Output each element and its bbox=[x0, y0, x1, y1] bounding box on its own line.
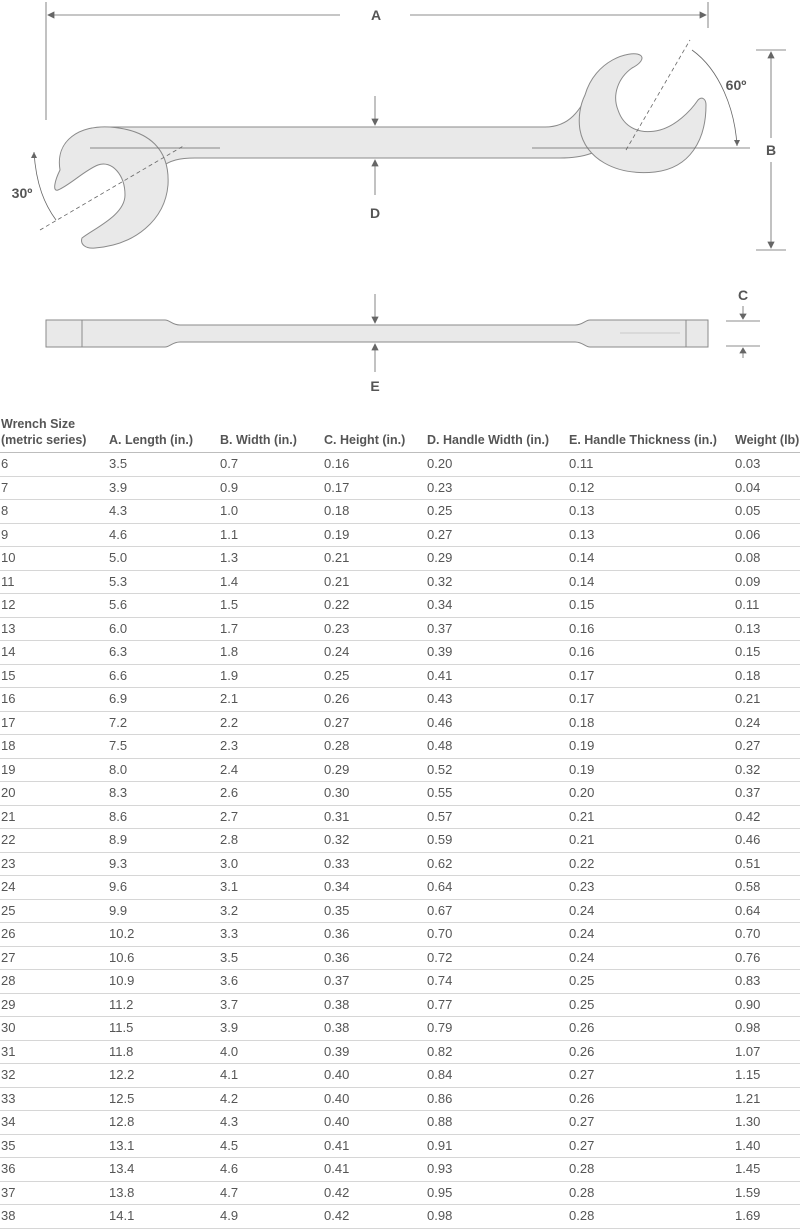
column-header: C. Height (in.) bbox=[324, 412, 427, 453]
table-cell: 1.4 bbox=[220, 570, 324, 594]
table-cell: 7.2 bbox=[109, 711, 220, 735]
table-cell: 4.0 bbox=[220, 1040, 324, 1064]
table-cell: 10.9 bbox=[109, 970, 220, 994]
table-cell: 0.30 bbox=[324, 782, 427, 806]
table-cell: 0.36 bbox=[324, 946, 427, 970]
table-cell: 1.5 bbox=[220, 594, 324, 618]
table-cell: 0.21 bbox=[569, 829, 735, 853]
table-cell: 37 bbox=[0, 1181, 109, 1205]
table-cell: 0.26 bbox=[569, 1087, 735, 1111]
table-row bbox=[0, 1017, 800, 1041]
table-cell: 36 bbox=[0, 1158, 109, 1182]
specifications-table bbox=[0, 412, 800, 1229]
table-cell: 35 bbox=[0, 1134, 109, 1158]
table-cell: 0.25 bbox=[324, 664, 427, 688]
table-cell: 2.3 bbox=[220, 735, 324, 759]
table-cell: 4.5 bbox=[220, 1134, 324, 1158]
table-cell: 33 bbox=[0, 1087, 109, 1111]
table-cell: 0.18 bbox=[735, 664, 800, 688]
table-cell: 0.28 bbox=[569, 1181, 735, 1205]
angle-right-label: 60º bbox=[725, 77, 747, 93]
table-cell: 0.18 bbox=[569, 711, 735, 735]
label-d: D bbox=[369, 205, 381, 221]
table-cell: 0.11 bbox=[735, 594, 800, 618]
table-row bbox=[0, 476, 800, 500]
table-cell: 13 bbox=[0, 617, 109, 641]
table-cell: 6.6 bbox=[109, 664, 220, 688]
table-cell: 0.34 bbox=[324, 876, 427, 900]
table-cell: 0.46 bbox=[735, 829, 800, 853]
table-cell: 8.3 bbox=[109, 782, 220, 806]
table-cell: 0.24 bbox=[324, 641, 427, 665]
table-cell: 32 bbox=[0, 1064, 109, 1088]
table-cell: 0.32 bbox=[735, 758, 800, 782]
table-cell: 9.9 bbox=[109, 899, 220, 923]
table-cell: 11.8 bbox=[109, 1040, 220, 1064]
table-cell: 1.40 bbox=[735, 1134, 800, 1158]
column-header: Wrench Size (metric series) bbox=[0, 412, 109, 453]
table-cell: 8.0 bbox=[109, 758, 220, 782]
table-cell: 0.37 bbox=[324, 970, 427, 994]
table-cell: 0.72 bbox=[427, 946, 569, 970]
table-cell: 0.57 bbox=[427, 805, 569, 829]
table-cell: 0.34 bbox=[427, 594, 569, 618]
table-cell: 0.26 bbox=[324, 688, 427, 712]
table-cell: 11.2 bbox=[109, 993, 220, 1017]
table-cell: 1.0 bbox=[220, 500, 324, 524]
table-cell: 5.3 bbox=[109, 570, 220, 594]
table-cell: 2.6 bbox=[220, 782, 324, 806]
table-row bbox=[0, 500, 800, 524]
table-cell: 0.83 bbox=[735, 970, 800, 994]
table-cell: 13.1 bbox=[109, 1134, 220, 1158]
table-cell: 0.21 bbox=[324, 547, 427, 571]
table-cell: 4.9 bbox=[220, 1205, 324, 1229]
table-cell: 0.46 bbox=[427, 711, 569, 735]
table-cell: 9.6 bbox=[109, 876, 220, 900]
table-cell: 0.03 bbox=[735, 453, 800, 477]
table-cell: 0.26 bbox=[569, 1017, 735, 1041]
table-cell: 0.42 bbox=[735, 805, 800, 829]
table-cell: 0.04 bbox=[735, 476, 800, 500]
table-row bbox=[0, 735, 800, 759]
angle-left-label: 30º bbox=[11, 185, 33, 201]
table-cell: 3.9 bbox=[109, 476, 220, 500]
table-cell: 0.17 bbox=[569, 688, 735, 712]
table-cell: 0.14 bbox=[569, 547, 735, 571]
table-cell: 0.19 bbox=[569, 735, 735, 759]
table-cell: 0.42 bbox=[324, 1181, 427, 1205]
table-cell: 1.45 bbox=[735, 1158, 800, 1182]
table-cell: 30 bbox=[0, 1017, 109, 1041]
table-cell: 38 bbox=[0, 1205, 109, 1229]
table-cell: 2.4 bbox=[220, 758, 324, 782]
table-cell: 21 bbox=[0, 805, 109, 829]
table-row bbox=[0, 1205, 800, 1229]
column-header: A. Length (in.) bbox=[109, 412, 220, 453]
table-cell: 0.37 bbox=[735, 782, 800, 806]
table-cell: 0.27 bbox=[735, 735, 800, 759]
table-cell: 19 bbox=[0, 758, 109, 782]
table-cell: 0.62 bbox=[427, 852, 569, 876]
table-cell: 1.07 bbox=[735, 1040, 800, 1064]
table-cell: 0.13 bbox=[735, 617, 800, 641]
table-cell: 0.19 bbox=[324, 523, 427, 547]
table-cell: 13.8 bbox=[109, 1181, 220, 1205]
table-cell: 1.1 bbox=[220, 523, 324, 547]
wrench-top-view bbox=[31, 40, 750, 248]
table-cell: 20 bbox=[0, 782, 109, 806]
table-row bbox=[0, 1087, 800, 1111]
table-cell: 4.7 bbox=[220, 1181, 324, 1205]
table-cell: 0.41 bbox=[324, 1158, 427, 1182]
table-cell: 4.1 bbox=[220, 1064, 324, 1088]
table-cell: 8.9 bbox=[109, 829, 220, 853]
table-row bbox=[0, 523, 800, 547]
table-cell: 0.24 bbox=[735, 711, 800, 735]
table-cell: 17 bbox=[0, 711, 109, 735]
table-cell: 0.19 bbox=[569, 758, 735, 782]
table-cell: 0.37 bbox=[427, 617, 569, 641]
table-cell: 10.6 bbox=[109, 946, 220, 970]
table-cell: 0.48 bbox=[427, 735, 569, 759]
table-cell: 0.36 bbox=[324, 923, 427, 947]
table-cell: 0.79 bbox=[427, 1017, 569, 1041]
table-cell: 0.12 bbox=[569, 476, 735, 500]
table-cell: 2.7 bbox=[220, 805, 324, 829]
table-cell: 0.59 bbox=[427, 829, 569, 853]
label-c: C bbox=[737, 287, 749, 303]
table-cell: 0.70 bbox=[735, 923, 800, 947]
table-cell: 0.58 bbox=[735, 876, 800, 900]
table-row bbox=[0, 782, 800, 806]
table-cell: 1.59 bbox=[735, 1181, 800, 1205]
table-row bbox=[0, 852, 800, 876]
table-row bbox=[0, 617, 800, 641]
table-row bbox=[0, 970, 800, 994]
table-row bbox=[0, 1158, 800, 1182]
table-cell: 7.5 bbox=[109, 735, 220, 759]
column-header: B. Width (in.) bbox=[220, 412, 324, 453]
table-cell: 0.43 bbox=[427, 688, 569, 712]
table-cell: 0.33 bbox=[324, 852, 427, 876]
table-cell: 3.3 bbox=[220, 923, 324, 947]
table-cell: 3.9 bbox=[220, 1017, 324, 1041]
table-row bbox=[0, 805, 800, 829]
table-cell: 3.1 bbox=[220, 876, 324, 900]
table-cell: 18 bbox=[0, 735, 109, 759]
table-cell: 4.2 bbox=[220, 1087, 324, 1111]
table-cell: 0.05 bbox=[735, 500, 800, 524]
table-cell: 0.67 bbox=[427, 899, 569, 923]
column-header: Weight (lb) bbox=[735, 412, 800, 453]
label-a: A bbox=[370, 7, 382, 23]
table-row bbox=[0, 641, 800, 665]
table-row bbox=[0, 711, 800, 735]
table-cell: 3.7 bbox=[220, 993, 324, 1017]
table-row bbox=[0, 923, 800, 947]
table-row bbox=[0, 1181, 800, 1205]
table-cell: 0.22 bbox=[569, 852, 735, 876]
table-cell: 0.84 bbox=[427, 1064, 569, 1088]
table-header-row bbox=[0, 412, 800, 453]
table-cell: 3.0 bbox=[220, 852, 324, 876]
table-cell: 3.5 bbox=[109, 453, 220, 477]
table-cell: 26 bbox=[0, 923, 109, 947]
table-cell: 0.42 bbox=[324, 1205, 427, 1229]
table-cell: 0.98 bbox=[735, 1017, 800, 1041]
table-cell: 23 bbox=[0, 852, 109, 876]
table-row bbox=[0, 758, 800, 782]
table-cell: 0.24 bbox=[569, 923, 735, 947]
table-cell: 5.0 bbox=[109, 547, 220, 571]
table-cell: 8 bbox=[0, 500, 109, 524]
table-cell: 4.6 bbox=[109, 523, 220, 547]
table-cell: 0.27 bbox=[569, 1064, 735, 1088]
table-cell: 0.32 bbox=[324, 829, 427, 853]
table-cell: 0.9 bbox=[220, 476, 324, 500]
table-cell: 0.91 bbox=[427, 1134, 569, 1158]
table-row bbox=[0, 547, 800, 571]
table-cell: 0.28 bbox=[569, 1205, 735, 1229]
table-cell: 0.32 bbox=[427, 570, 569, 594]
table-cell: 9.3 bbox=[109, 852, 220, 876]
table-row bbox=[0, 1040, 800, 1064]
wrench-dimension-diagram bbox=[0, 0, 800, 405]
table-cell: 0.20 bbox=[569, 782, 735, 806]
table-cell: 0.18 bbox=[324, 500, 427, 524]
table-cell: 31 bbox=[0, 1040, 109, 1064]
table-cell: 1.69 bbox=[735, 1205, 800, 1229]
table-cell: 6.0 bbox=[109, 617, 220, 641]
table-cell: 28 bbox=[0, 970, 109, 994]
column-header: D. Handle Width (in.) bbox=[427, 412, 569, 453]
table-cell: 1.30 bbox=[735, 1111, 800, 1135]
table-cell: 0.21 bbox=[569, 805, 735, 829]
table-cell: 27 bbox=[0, 946, 109, 970]
table-cell: 13.4 bbox=[109, 1158, 220, 1182]
table-cell: 0.70 bbox=[427, 923, 569, 947]
table-cell: 0.25 bbox=[569, 993, 735, 1017]
table-cell: 34 bbox=[0, 1111, 109, 1135]
table-cell: 0.13 bbox=[569, 523, 735, 547]
table-cell: 15 bbox=[0, 664, 109, 688]
label-b: B bbox=[765, 142, 777, 158]
table-cell: 1.21 bbox=[735, 1087, 800, 1111]
table-cell: 7 bbox=[0, 476, 109, 500]
table-cell: 0.74 bbox=[427, 970, 569, 994]
table-cell: 0.21 bbox=[735, 688, 800, 712]
table-cell: 0.22 bbox=[324, 594, 427, 618]
table-cell: 0.40 bbox=[324, 1087, 427, 1111]
table-row bbox=[0, 829, 800, 853]
table-cell: 0.90 bbox=[735, 993, 800, 1017]
table-cell: 2.2 bbox=[220, 711, 324, 735]
column-header: E. Handle Thickness (in.) bbox=[569, 412, 735, 453]
table-cell: 0.09 bbox=[735, 570, 800, 594]
table-cell: 0.16 bbox=[569, 617, 735, 641]
table-cell: 0.7 bbox=[220, 453, 324, 477]
table-cell: 0.24 bbox=[569, 946, 735, 970]
table-cell: 4.6 bbox=[220, 1158, 324, 1182]
table-cell: 0.38 bbox=[324, 993, 427, 1017]
table-cell: 25 bbox=[0, 899, 109, 923]
table-cell: 1.9 bbox=[220, 664, 324, 688]
table-cell: 0.14 bbox=[569, 570, 735, 594]
table-cell: 24 bbox=[0, 876, 109, 900]
table-cell: 0.15 bbox=[569, 594, 735, 618]
table-cell: 0.29 bbox=[427, 547, 569, 571]
table-row bbox=[0, 570, 800, 594]
table-cell: 0.35 bbox=[324, 899, 427, 923]
wrench-side-view bbox=[46, 320, 708, 347]
table-cell: 0.29 bbox=[324, 758, 427, 782]
table-cell: 0.52 bbox=[427, 758, 569, 782]
table-cell: 0.21 bbox=[324, 570, 427, 594]
table-cell: 3.6 bbox=[220, 970, 324, 994]
table-cell: 0.95 bbox=[427, 1181, 569, 1205]
table-cell: 3.5 bbox=[220, 946, 324, 970]
table-cell: 0.76 bbox=[735, 946, 800, 970]
table-cell: 6.9 bbox=[109, 688, 220, 712]
table-cell: 0.98 bbox=[427, 1205, 569, 1229]
table-cell: 12.2 bbox=[109, 1064, 220, 1088]
label-e: E bbox=[370, 378, 380, 394]
table-cell: 5.6 bbox=[109, 594, 220, 618]
table-cell: 1.3 bbox=[220, 547, 324, 571]
table-cell: 0.25 bbox=[427, 500, 569, 524]
table-cell: 0.38 bbox=[324, 1017, 427, 1041]
table-cell: 0.20 bbox=[427, 453, 569, 477]
table-cell: 4.3 bbox=[109, 500, 220, 524]
table-cell: 0.08 bbox=[735, 547, 800, 571]
table-cell: 0.23 bbox=[324, 617, 427, 641]
table-cell: 0.41 bbox=[427, 664, 569, 688]
table-cell: 3.2 bbox=[220, 899, 324, 923]
table-row bbox=[0, 594, 800, 618]
table-row bbox=[0, 1064, 800, 1088]
table-row bbox=[0, 993, 800, 1017]
table-cell: 0.64 bbox=[427, 876, 569, 900]
table-cell: 11.5 bbox=[109, 1017, 220, 1041]
table-cell: 0.88 bbox=[427, 1111, 569, 1135]
table-cell: 0.13 bbox=[569, 500, 735, 524]
table-cell: 11 bbox=[0, 570, 109, 594]
table-cell: 0.23 bbox=[569, 876, 735, 900]
table-row bbox=[0, 899, 800, 923]
table-cell: 0.27 bbox=[569, 1134, 735, 1158]
table-cell: 6.3 bbox=[109, 641, 220, 665]
table-cell: 0.39 bbox=[324, 1040, 427, 1064]
table-cell: 14.1 bbox=[109, 1205, 220, 1229]
table-cell: 0.40 bbox=[324, 1064, 427, 1088]
table-cell: 0.16 bbox=[324, 453, 427, 477]
table-cell: 0.31 bbox=[324, 805, 427, 829]
table-cell: 0.11 bbox=[569, 453, 735, 477]
table-cell: 0.27 bbox=[427, 523, 569, 547]
table-cell: 0.15 bbox=[735, 641, 800, 665]
table-cell: 6 bbox=[0, 453, 109, 477]
table-cell: 0.64 bbox=[735, 899, 800, 923]
table-cell: 0.86 bbox=[427, 1087, 569, 1111]
table-cell: 0.28 bbox=[324, 735, 427, 759]
table-cell: 0.51 bbox=[735, 852, 800, 876]
table-cell: 0.17 bbox=[324, 476, 427, 500]
table-row bbox=[0, 453, 800, 477]
table-cell: 2.1 bbox=[220, 688, 324, 712]
table-cell: 10.2 bbox=[109, 923, 220, 947]
table-row bbox=[0, 688, 800, 712]
table-cell: 0.24 bbox=[569, 899, 735, 923]
table-cell: 29 bbox=[0, 993, 109, 1017]
table-cell: 14 bbox=[0, 641, 109, 665]
table-row bbox=[0, 1111, 800, 1135]
table-cell: 1.8 bbox=[220, 641, 324, 665]
table-row bbox=[0, 876, 800, 900]
table-cell: 2.8 bbox=[220, 829, 324, 853]
table-cell: 4.3 bbox=[220, 1111, 324, 1135]
table-cell: 0.26 bbox=[569, 1040, 735, 1064]
table-row bbox=[0, 1134, 800, 1158]
table-cell: 1.15 bbox=[735, 1064, 800, 1088]
table-cell: 0.28 bbox=[569, 1158, 735, 1182]
table-cell: 16 bbox=[0, 688, 109, 712]
table-row bbox=[0, 664, 800, 688]
table-cell: 0.27 bbox=[324, 711, 427, 735]
table-cell: 0.23 bbox=[427, 476, 569, 500]
table-cell: 12.8 bbox=[109, 1111, 220, 1135]
table-cell: 12.5 bbox=[109, 1087, 220, 1111]
table-cell: 0.16 bbox=[569, 641, 735, 665]
table-cell: 12 bbox=[0, 594, 109, 618]
table-cell: 22 bbox=[0, 829, 109, 853]
table-cell: 0.55 bbox=[427, 782, 569, 806]
table-cell: 8.6 bbox=[109, 805, 220, 829]
table-cell: 0.06 bbox=[735, 523, 800, 547]
table-cell: 1.7 bbox=[220, 617, 324, 641]
table-cell: 0.93 bbox=[427, 1158, 569, 1182]
table-cell: 0.27 bbox=[569, 1111, 735, 1135]
table-cell: 0.77 bbox=[427, 993, 569, 1017]
table-cell: 0.82 bbox=[427, 1040, 569, 1064]
table-cell: 0.40 bbox=[324, 1111, 427, 1135]
table-cell: 0.17 bbox=[569, 664, 735, 688]
table-cell: 0.39 bbox=[427, 641, 569, 665]
table-cell: 0.25 bbox=[569, 970, 735, 994]
table-row bbox=[0, 946, 800, 970]
table-cell: 10 bbox=[0, 547, 109, 571]
dimension-c bbox=[726, 306, 760, 358]
table-cell: 9 bbox=[0, 523, 109, 547]
table-cell: 0.41 bbox=[324, 1134, 427, 1158]
